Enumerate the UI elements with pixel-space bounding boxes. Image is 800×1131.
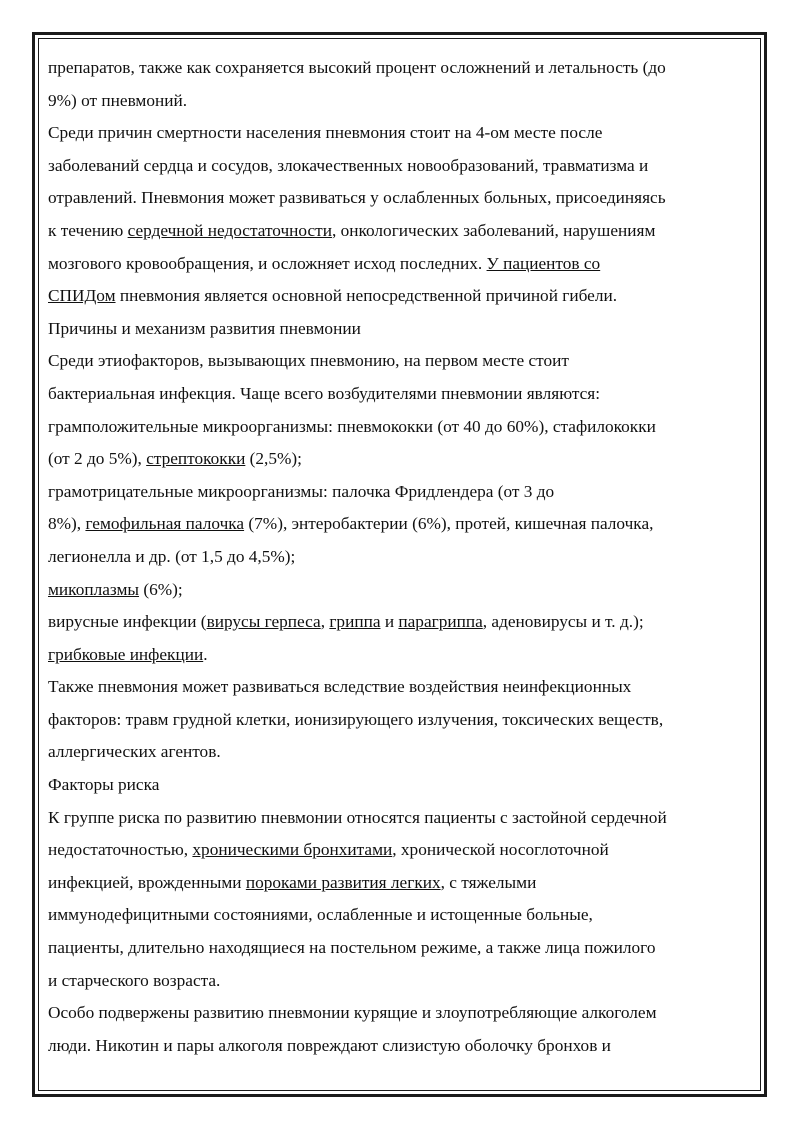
text-run: 9%) от пневмоний. <box>48 90 188 110</box>
text-run: препаратов, также как сохраняется высокий процент осложнений и летальность (до <box>48 58 666 77</box>
text-line <box>48 85 748 118</box>
text-run: Среди этиофакторов, вызывающих пневмонию, на первом месте стоит <box>48 351 569 371</box>
text-line <box>48 508 748 541</box>
text-line <box>48 736 748 769</box>
link-influenza[interactable]: гриппа <box>329 612 381 632</box>
text-run: люди. Никотин и пары алкоголя повреждают слизистую оболочку бронхов и <box>48 1035 611 1055</box>
text-run: Факторы риска <box>48 775 160 795</box>
text-run: инфекцией, врожденными <box>48 872 246 892</box>
text-line <box>48 802 748 835</box>
text-line <box>48 899 748 932</box>
text-line <box>48 378 748 411</box>
text-line <box>48 606 748 639</box>
document-body <box>48 52 748 1062</box>
link-aids[interactable]: СПИДом <box>48 286 116 306</box>
text-run: Причины и механизм развития пневмонии <box>48 318 361 338</box>
text-run: недостаточностью, <box>48 840 193 860</box>
text-line <box>48 411 748 444</box>
text-line <box>48 182 748 215</box>
text-run: (2,5%); <box>245 449 302 469</box>
text-run: . <box>203 644 208 664</box>
text-line <box>48 704 748 737</box>
text-line <box>48 965 748 998</box>
text-run: аллергических агентов. <box>48 742 221 762</box>
text-run: пневмония является основной непосредственной причиной гибели. <box>115 286 618 306</box>
text-line <box>48 345 748 378</box>
link-mycoplasma[interactable]: микоплазмы <box>48 579 140 599</box>
link-haemophilus[interactable]: гемофильная палочка <box>85 514 245 534</box>
text-run: Особо подвержены развитию пневмонии курящие и злоупотребляющие алкоголем <box>48 1003 657 1023</box>
text-line <box>48 313 748 346</box>
text-run: факторов: травм грудной клетки, ионизирующего излучения, токсических веществ, <box>48 709 664 729</box>
text-line <box>48 997 748 1030</box>
text-line <box>48 1030 748 1063</box>
link-chronic-bronchitis[interactable]: хроническими бронхитами <box>192 840 393 860</box>
text-line <box>48 639 748 672</box>
link-fungal[interactable]: грибковые инфекции <box>48 644 204 664</box>
link-parainfluenza[interactable]: парагриппа <box>398 612 483 632</box>
text-run: , <box>320 612 330 632</box>
text-run: (6%); <box>139 579 183 599</box>
text-run: (от 2 до 5%), <box>48 449 147 469</box>
text-run: отравлений. Пневмония может развиваться у ослабленных больных, присоединяясь <box>48 188 666 208</box>
text-run: , аденовирусы и т. д.); <box>482 612 644 632</box>
text-line <box>48 834 748 867</box>
text-line <box>48 932 748 965</box>
text-run: грамположительные микроорганизмы: пневмококки (от 40 до 60%), стафилококки <box>48 416 656 436</box>
text-line <box>48 574 748 607</box>
link-heart-failure[interactable]: сердечной недостаточности <box>127 220 332 240</box>
text-run: иммунодефицитными состояниями, ослабленные и истощенные больные, <box>48 905 593 925</box>
text-run: и <box>380 612 399 632</box>
text-run: и старческого возраста. <box>48 970 221 990</box>
text-run: (7%), энтеробактерии (6%), протей, кишечная палочка, <box>244 514 654 534</box>
link-streptococci[interactable]: стрептококки <box>146 449 246 469</box>
text-line <box>48 867 748 900</box>
text-line <box>48 52 748 85</box>
text-line <box>48 476 748 509</box>
text-run: к течению <box>48 220 128 240</box>
text-run: , онкологических заболеваний, нарушениям <box>331 220 656 240</box>
text-run: пациенты, длительно находящиеся на постельном режиме, а также лица пожилого <box>48 938 656 958</box>
text-line <box>48 541 748 574</box>
text-line <box>48 769 748 802</box>
text-line <box>48 443 748 476</box>
text-run: мозгового кровообращения, и осложняет исход последних. <box>48 253 487 273</box>
text-run: легионелла и др. (от 1,5 до 4,5%); <box>48 546 296 566</box>
text-run: К группе риска по развитию пневмонии относятся пациенты с застойной сердечной <box>48 807 667 827</box>
text-run: , хронической носоглоточной <box>392 840 609 860</box>
link-aids-patients[interactable]: У пациентов со <box>486 253 601 273</box>
text-run: заболеваний сердца и сосудов, злокачественных новообразований, травматизма и <box>48 155 649 175</box>
text-run: , с тяжелыми <box>440 872 537 892</box>
link-herpes[interactable]: вирусы герпеса <box>206 612 321 632</box>
link-lung-malformations[interactable]: пороками развития легких <box>245 872 441 892</box>
text-line <box>48 117 748 150</box>
text-line <box>48 280 748 313</box>
text-run: Среди причин смертности населения пневмония стоит на 4-ом месте после <box>48 123 603 143</box>
text-run: Также пневмония может развиваться вследствие воздействия неинфекционных <box>48 677 632 697</box>
text-line <box>48 671 748 704</box>
text-run: вирусные инфекции ( <box>48 612 207 632</box>
text-run: бактериальная инфекция. Чаще всего возбудителями пневмонии являются: <box>48 383 601 403</box>
text-line <box>48 150 748 183</box>
text-run: грамотрицательные микроорганизмы: палочка Фридлендера (от 3 до <box>48 481 555 501</box>
text-run: 8%), <box>48 514 86 534</box>
text-line <box>48 248 748 281</box>
text-line <box>48 215 748 248</box>
